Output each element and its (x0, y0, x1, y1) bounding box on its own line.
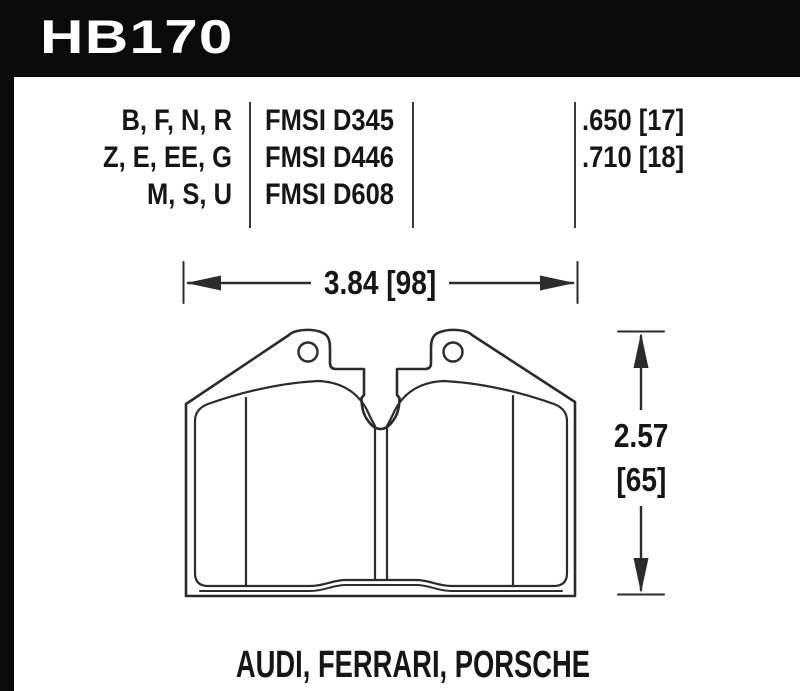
height-dim-arrow-up (634, 333, 649, 368)
applications-value: AUDI, FERRARI, PORSCHE (235, 644, 590, 686)
applications-text (25, 644, 800, 687)
height-dimension-label (599, 410, 683, 506)
plate-outline (186, 330, 575, 596)
height-dimension-value: 2.57 (613, 417, 669, 454)
mounting-hole-left (299, 343, 318, 362)
width-dimension-label (311, 263, 449, 303)
fmsi-number-row: FMSI D446 (265, 141, 394, 174)
width-dimension-text: 3.84 [98] (323, 264, 437, 301)
compound-codes-row: Z, E, EE, G (103, 141, 233, 174)
compound-codes-row: B, F, N, R (121, 104, 232, 137)
height-dim-arrow-down (634, 558, 649, 593)
compound-codes-row: M, S, U (146, 178, 232, 211)
brake-pad-drawing (186, 330, 575, 596)
height-dimension-bracket: [65] (616, 461, 666, 498)
fmsi-number-row: FMSI D345 (265, 104, 394, 137)
width-dim-arrow-left (186, 276, 221, 291)
width-dim-arrow-right (540, 276, 575, 291)
mounting-hole-right (444, 343, 463, 362)
friction-pad-outline (195, 381, 567, 586)
pad-thickness-row: .710 [18] (582, 141, 685, 174)
pad-thickness-row: .650 [17] (582, 104, 685, 137)
part-number: HB170 (40, 10, 234, 63)
fmsi-number-row: FMSI D608 (265, 178, 394, 211)
